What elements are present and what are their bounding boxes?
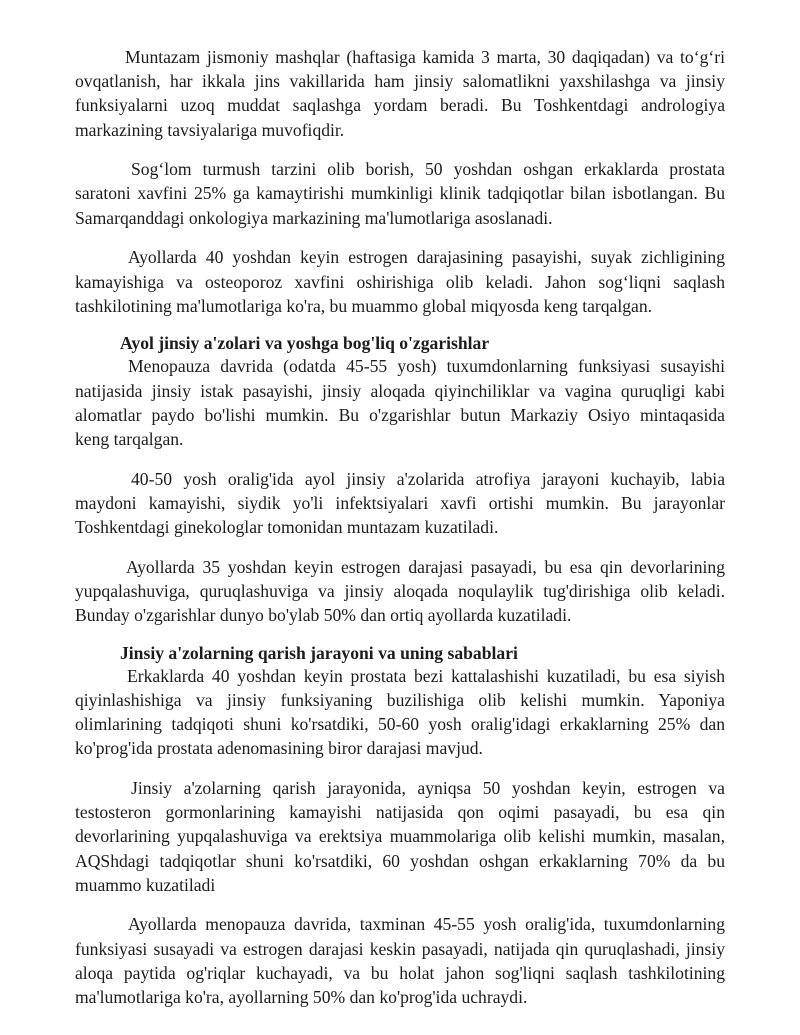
- text-line: keng tarqalgan.: [75, 428, 184, 449]
- text-line: Muntazam jismoniy mashqlar (haftasiga kamida 3 marta, 30 daqiqadan) va to‘g‘ri: [125, 47, 725, 67]
- text-line: Ayollarda 35 yoshdan keyin estrogen darajasi pasayadi, bu esa qin devorlarining: [126, 556, 725, 577]
- text-line: olimlarining tadqiqoti shuni ko'rsatdiki, 50-60 yosh oralig'idagi erkaklarning 25% dan: [75, 714, 725, 735]
- paragraph: [75, 245, 725, 318]
- text-line: ma'lumotlariga ko'ra, ayollarning 50% dan ko'prog'ida uchraydi.: [75, 987, 528, 1007]
- text-line: 40-50 yosh oralig'ida ayol jinsiy a'zolarida atrofiya jarayoni kuchayib, labia: [131, 468, 725, 489]
- text-line: funksiyasi susayadi va estrogen darajasi keskin pasayadi, natijada qin quruqlashadi, jinsiy: [75, 938, 725, 959]
- section-heading: Jinsiy a'zolarning qarish jarayoni va uning sabablari: [120, 642, 518, 663]
- text-line: Menopauza davrida (odatda 45-55 yosh) tuxumdonlarning funksiyasi susayishi: [128, 356, 725, 377]
- text-line: ovqatlanish, har ikkala jins vakillarida ham jinsiy salomatlikni yaxshilashga va jinsiy: [75, 71, 725, 92]
- text-line: Sog‘lom turmush tarzini olib borish, 50 yoshdan oshgan erkaklarda prostata: [131, 159, 725, 180]
- text-line: testosteron gormonlarining kamayishi natijasida qon oqimi pasayadi, bu esa qin: [75, 802, 725, 823]
- text-line: aloqa paytida og'riqlar kuchayadi, va bu holat jahon sog'liqni saqlash tashkilotining: [75, 962, 725, 983]
- text-line: AQShdagi tadqiqotlar shuni ko'rsatdiki, 60 yoshdan oshgan erkaklarning 70% da bu: [75, 850, 725, 871]
- text-line: Bunday o'zgarishlar dunyo bo'ylab 50% dan ortiq ayollarda kuzatiladi.: [75, 605, 572, 626]
- text-line: alomatlar paydo bo'lishi mumkin. Bu o'zgarishlar butun Markaziy Osiyo mintaqasida: [75, 404, 725, 425]
- text-line: maydoni kamayishi, siydik yo'li infektsiyalari xavfi ortishi mumkin. Bu jarayonlar: [75, 492, 725, 513]
- text-line: saratoni xavfini 25% ga kamaytirishi mumkinligi klinik tadqiqotlar bilan isbotlangan. Bu: [75, 183, 725, 204]
- text-line: natijasida jinsiy istak pasayishi, jinsiy aloqada qiyinchiliklar va vagina quruqligi kabi: [75, 380, 725, 401]
- text-line: yupqalashuviga, quruqlashuviga va jinsiy aloqada noqulaylik tug'dirishiga olib keladi.: [75, 580, 725, 601]
- text-line: devorlarining yupqalashuviga va erektsiya muammolariga olib kelishi mumkin, masalan,: [75, 826, 725, 847]
- text-line: qiyinlashishiga va jinsiy funksiyaning buzilishiga olib kelishi mumkin. Yaponiya: [75, 689, 725, 710]
- text-line: tashkilotining ma'lumotlariga ko'ra, bu muammo global miqyosda keng tarqalgan.: [75, 295, 653, 316]
- text-line: muammo kuzatiladi: [75, 874, 216, 895]
- paragraph: [75, 354, 725, 451]
- paragraph: [75, 776, 725, 897]
- text-line: Samarqanddagi onkologiya markazining ma'lumotlariga asoslanadi.: [75, 207, 553, 228]
- text-line: Jinsiy a'zolarning qarish jarayonida, ayniqsa 50 yoshdan keyin, estrogen va: [131, 778, 725, 798]
- text-line: Toshkentdagi ginekologlar tomonidan muntazam kuzatiladi.: [75, 517, 499, 537]
- section-heading: Ayol jinsiy a'zolari va yoshga bog'liq o'zgarishlar: [120, 333, 490, 354]
- text-line: funksiyalarni uzoq muddat saqlashga yordam beradi. Bu Toshkentdagi andrologiya: [75, 95, 725, 116]
- paragraph: [75, 555, 725, 628]
- paragraph: [75, 664, 725, 761]
- paragraph: [75, 45, 725, 142]
- text-line: Erkaklarda 40 yoshdan keyin prostata bezi kattalashishi kuzatiladi, bu esa siyish: [127, 665, 725, 686]
- text-line: markazining tavsiyalariga muvofiqdir.: [75, 119, 345, 140]
- text-line: Ayollarda menopauza davrida, taxminan 45-55 yosh oralig'ida, tuxumdonlarning: [128, 914, 725, 935]
- text-line: kamayishiga va osteoporoz xavfini oshirishiga olib keladi. Jahon sog‘liqni saqlash: [75, 271, 725, 292]
- text-line: Ayollarda 40 yoshdan keyin estrogen darajasining pasayishi, suyak zichligining: [128, 247, 725, 268]
- text-line: ko'prog'ida prostata adenomasining biror darajasi mavjud.: [75, 738, 483, 759]
- paragraph: [75, 912, 725, 1009]
- paragraph: [75, 467, 725, 540]
- paragraph: [75, 157, 725, 230]
